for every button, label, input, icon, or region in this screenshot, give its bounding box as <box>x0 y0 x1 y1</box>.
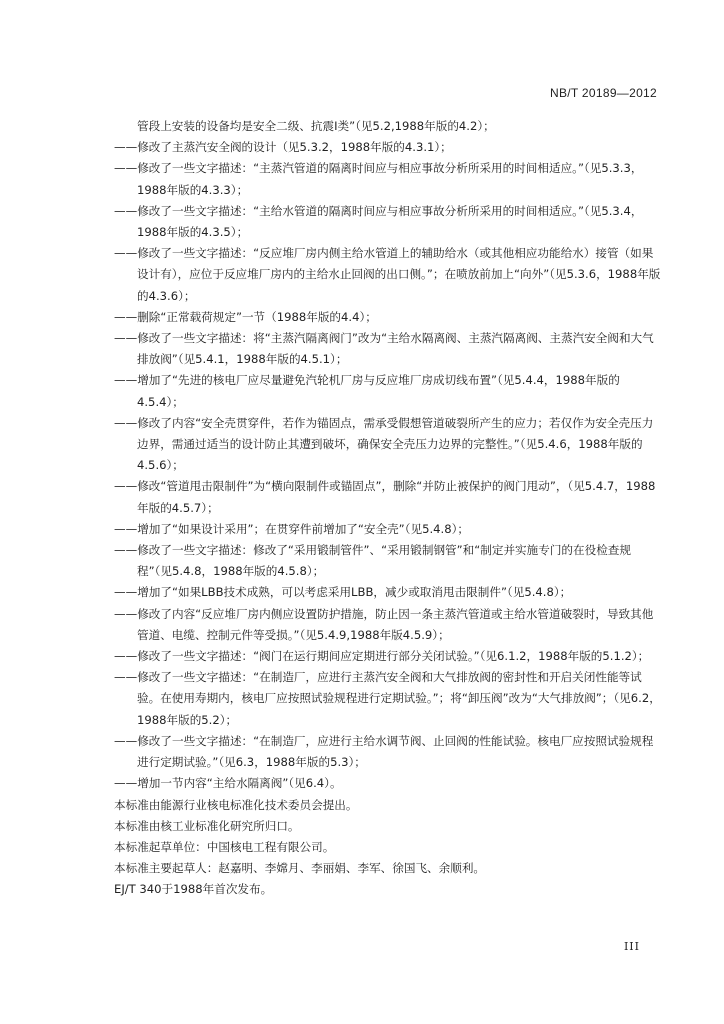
list-item: ——修改了一些文字描述：“主蒸汽管道的隔离时间应与相应事故分析所采用的时间相适应。”（见5.3.3，1988年版的4.3.3）； <box>114 161 643 197</box>
drafters-statement: 本标准主要起草人：赵嘉明、李嫦月、李丽娟、李军、徐国飞、余顺利。 <box>114 861 486 876</box>
list-item: ——增加了“如果设计采用”；在贯穿件前增加了“安全壳”（见5.4.8）； <box>114 521 469 536</box>
list-item: ——修改了内容“反应堆厂房内侧应设置防护措施，防止因一条主蒸汽管道或主给水管道破裂时，导致其他管道、电缆、控制元件等受损。”（见5.4.9,1988年版4.5.9）； <box>114 606 654 642</box>
list-item: ——修改了一些文字描述：将“主蒸汽隔离阀门”改为“主给水隔离阀、主蒸汽隔离阀、主蒸汽安全阀和大气排放阀”（见5.4.1，1988年版的4.5.1）； <box>114 331 654 367</box>
centralized-by-statement: 本标准由核工业标准化研究所归口。 <box>114 818 300 833</box>
list-item: ——修改了一些文字描述：“在制造厂，应进行主给水调节阀、止回阀的性能试验。核电厂应按照试验规程进行定期试验。”（见6.3，1988年版的5.3）； <box>114 733 654 770</box>
list-item: ——修改了内容“安全壳贯穿件，若作为锚固点，需承受假想管道破裂所产生的应力；若仅作为安全壳压力边界，需通过适当的设计防止其遭到破坏，确保安全壳压力边界的完整性。”（见5.4.6，1988年版的4.5.6）； <box>114 415 654 473</box>
list-item: ——修改了一些文字描述：修改了“采用锻制管件”、“采用锻制钢管”和“制定并实施专门的在役检查规程”（见5.4.8，1988年版的4.5.8）； <box>114 543 631 579</box>
list-item: ——增加了“先进的核电厂应尽量避免汽轮机厂房与反应堆厂房成切线布置”（见5.4.4，1988年版的4.5.4）； <box>114 373 620 409</box>
list-item: ——修改了一些文字描述：“反应堆厂房内侧主给水管道上的辅助给水（或其他相应功能给水）接管（如果设计有），应位于反应堆厂房内的主给水止回阀的出口侧。”；在喷放前加上“向外”（见5.3.6，1988年版的4.3.6）； <box>114 246 661 303</box>
list-item: ——修改了主蒸汽安全阀的设计（见5.3.2，1988年版的4.3.1）； <box>114 140 452 155</box>
proposer-statement: 本标准由能源行业核电标准化技术委员会提出。 <box>114 797 358 812</box>
first-issue-statement: EJ/T 340于1988年首次发布。 <box>114 882 273 897</box>
document-number: NB/T 20189—2012 <box>549 86 657 100</box>
list-item: 管段上安装的设备均是安全二级、抗震Ⅰ类”（见5.2,1988年版的4.2）； <box>137 119 495 133</box>
list-item: ——增加了“如果LBB技术成熟，可以考虑采用LBB，减少或取消甩击限制件”（见5.4.8）； <box>114 585 572 600</box>
list-item: ——修改了一些文字描述：“阀门在运行期间应定期进行部分关闭试验。”（见6.1.2，1988年版的5.1.2）； <box>114 649 650 664</box>
list-item: ——删除“正常载荷规定”一节（1988年版的4.4）； <box>114 309 377 324</box>
list-item: ——增加一节内容“主给水隔离阀”（见6.4）。 <box>114 776 342 791</box>
foreword-body <box>114 116 662 901</box>
list-item: ——修改了一些文字描述：“主给水管道的隔离时间应与相应事故分析所采用的时间相适应。”（见5.3.4，1988年版的4.3.5）； <box>114 203 643 240</box>
page-number: III <box>623 940 640 953</box>
drafting-unit-statement: 本标准起草单位：中国核电工程有限公司。 <box>114 839 335 854</box>
list-item: ——修改了一些文字描述：“在制造厂，应进行主蒸汽安全阀和大气排放阀的密封性和开启关闭性能等试验。在使用寿期内，核电厂应按照试验规程进行定期试验。”；将“卸压阀”改为“大气排放阀”；（见6.2，1988年版的5.2）； <box>114 670 661 727</box>
list-item: ——修改“管道甩击限制件”为“横向限制件或锚固点”，删除“并防止被保护的阀门甩动”，（见5.4.7，1988年版的4.5.7）； <box>114 479 656 515</box>
